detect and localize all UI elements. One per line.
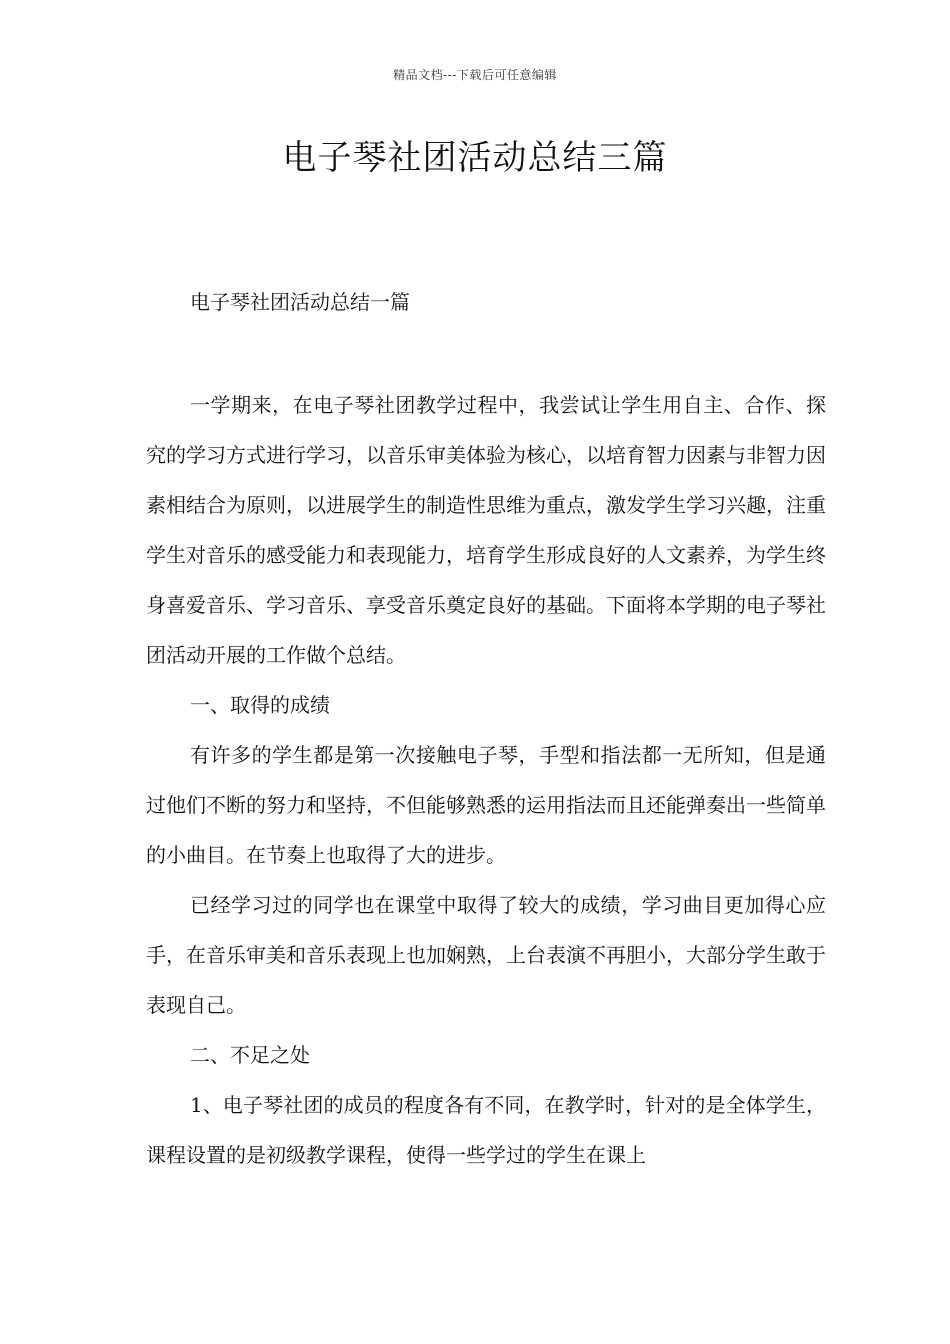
heading-shortcomings: 二、不足之处 <box>190 1043 310 1067</box>
paragraph-achievements-1: 有许多的学生都是第一次接触电子琴，手型和指法都一无所知，但是通过他们不断的努力和坚持，不但能够熟悉的运用指法而且还能弹奏出一些简单的小曲目。在节奏上也取得了大的进步。 <box>146 743 826 867</box>
paragraph-achievements-2: 已经学习过的同学也在课堂中取得了较大的成绩，学习曲目更加得心应手，在音乐审美和音乐表现上也加娴熟，上台表演不再胆小，大部分学生敢于表现自己。 <box>146 893 826 1017</box>
paragraph-shortcomings-1: 1、电子琴社团的成员的程度各有不同，在教学时，针对的是全体学生，课程设置的是初级教学课程，使得一些学过的学生在课上 <box>146 1093 826 1167</box>
document-body <box>146 380 826 1180</box>
section-heading: 电子琴社团活动总结一篇 <box>190 290 410 314</box>
heading-achievements: 一、取得的成绩 <box>190 693 330 717</box>
document-title: 电子琴社团活动总结三篇 <box>282 138 668 178</box>
paragraph-intro: 一学期来，在电子琴社团教学过程中，我尝试让学生用自主、合作、探究的学习方式进行学习，以音乐审美体验为核心，以培育智力因素与非智力因素相结合为原则，以进展学生的制造性思维为重点，激发学生学习兴趣，注重学生对音乐的感受能力和表现能力，培育学生形成良好的人文素养，为学生终身喜爱音乐、学习音乐、享受音乐奠定良好的基础。下面将本学期的电子琴社团活动开展的工作做个总结。 <box>146 393 826 667</box>
header-note: 精品文档---下载后可任意编辑 <box>393 68 557 82</box>
